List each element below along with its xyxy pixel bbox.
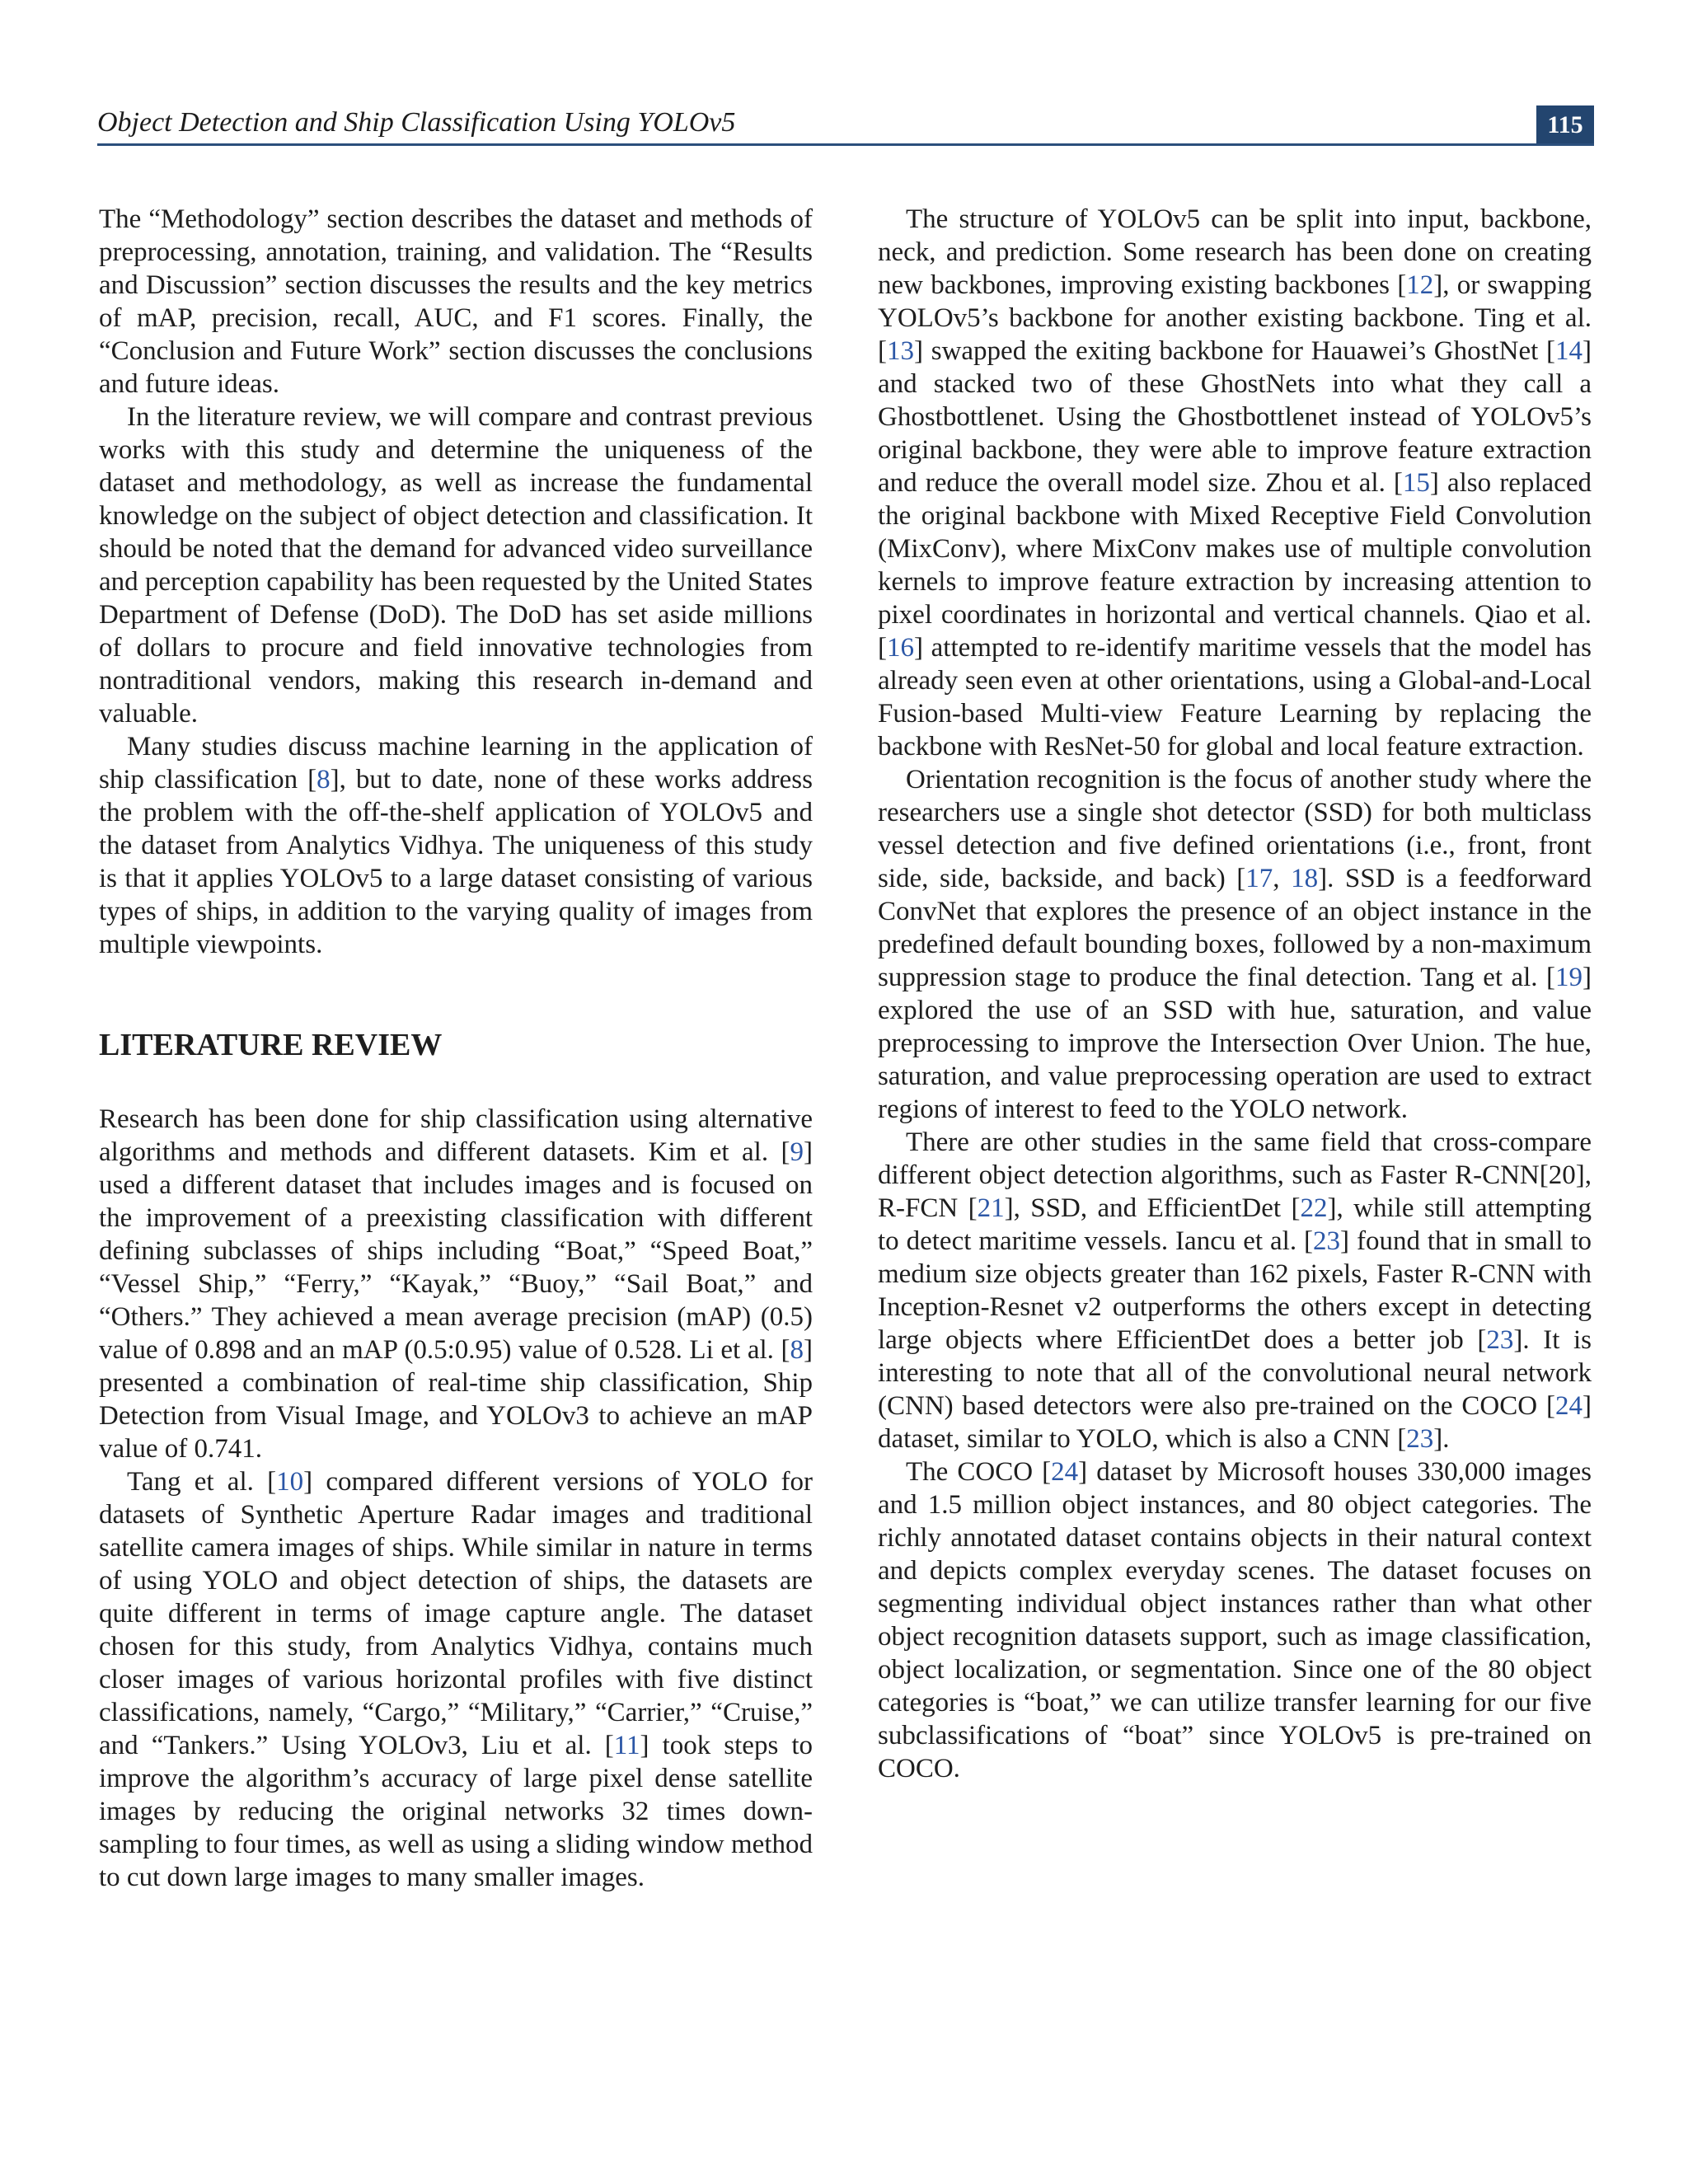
text-run: ,: [1273, 864, 1292, 893]
paragraph-detector-comparison: [878, 1126, 1592, 1455]
citation-link[interactable]: 11: [613, 1731, 640, 1760]
citation-link[interactable]: 18: [1291, 864, 1319, 893]
citation-link[interactable]: 9: [790, 1137, 804, 1167]
paragraph-yolo-comparison: [99, 1465, 813, 1894]
citation-link[interactable]: 24: [1555, 1391, 1582, 1421]
text-run: ] compared different versions of YOLO for datasets of Synthetic Aperture Radar images and traditional satellite camera images of ships. While similar in nature in terms of using YOLO and object detection of ships, the datasets are quite different in terms of image capture angle. The dataset chosen for this study, from Analytics Vidhya, contains much closer images of various horizontal profiles with five distinct classifications, namely, “Cargo,” “Military,” “Carrier,” “Cruise,” and “Tankers.” Using YOLOv3, Liu et al. [: [99, 1467, 813, 1760]
right-column: [878, 203, 1592, 1785]
citation-link[interactable]: 8: [790, 1335, 804, 1365]
citation-link[interactable]: 17: [1245, 864, 1273, 893]
citation-link[interactable]: 22: [1300, 1193, 1328, 1223]
paragraph-study-uniqueness: [99, 730, 813, 961]
text-run: ]. SSD is a feedforward ConvNet that explores the presence of an object instance in the predefined default bounding boxes, followed by a non-maximum suppression stage to produce the final detection. Tang et al. [: [878, 864, 1592, 992]
citation-link[interactable]: 15: [1402, 468, 1430, 498]
text-run: Research has been done for ship classification using alternative algorithms and methods and different datasets. Kim et al. [: [99, 1104, 813, 1167]
text-run: Many studies discuss machine learning in the application of ship classification [: [99, 732, 813, 794]
running-header: [97, 102, 1594, 146]
paragraph-literature-review-intro: In the literature review, we will compare and contrast previous works with this study and determine the uniqueness of the dataset and methodology, as well as increase the fundamental knowledge on the subject of object detection and classification. It should be noted that the demand for advanced video surveillance and perception capability has been requested by the United States Department of Defense (DoD). The DoD has set aside millions of dollars to procure and field innovative technologies from nontraditional vendors, making this research in-demand and valuable.: [99, 402, 813, 729]
citation-link[interactable]: 23: [1486, 1325, 1514, 1355]
citation-link[interactable]: 16: [887, 633, 914, 663]
paragraph-orientation-recognition: [878, 763, 1592, 1126]
citation-link[interactable]: 12: [1406, 270, 1434, 300]
citation-link[interactable]: 21: [977, 1193, 1005, 1223]
section-heading-literature-review: LITERATURE REVIEW: [99, 1028, 443, 1062]
paragraph-ship-classification-research: [99, 1103, 813, 1465]
text-run: ] found that in small to medium size objects greater than 162 pixels, Faster R-CNN with Inception-Resnet v2 outperforms the others except in detecting large objects where EfficientDet does a better job [: [878, 1226, 1592, 1355]
paragraph-coco-dataset: [878, 1455, 1592, 1785]
text-run: Orientation recognition is the focus of another study where the researchers use a single shot detector (SSD) for both multiclass vessel detection and five defined orientations (i.e., front, front side, side, backside, and back) [: [878, 765, 1592, 893]
text-run: ]. It is interesting to note that all of the convolutional neural network (CNN) based detectors were also pre-trained on the COCO [: [878, 1325, 1592, 1421]
text-run: ], but to date, none of these works address the problem with the off-the-shelf application of YOLOv5 and the dataset from Analytics Vidhya. The uniqueness of this study is that it applies YOLOv5 to a large dataset consisting of various types of ships, in addition to the varying quality of images from multiple viewpoints.: [99, 765, 813, 959]
citation-link[interactable]: 13: [887, 336, 914, 366]
paragraph-yolov5-structure: [878, 203, 1592, 763]
text-run: ] also replaced the original backbone with Mixed Receptive Field Convolution (MixConv), where MixConv makes use of multiple convolution kernels to improve feature extraction by increasing attention to pixel coordinates in horizontal and vertical channels. Qiao et al. [: [878, 468, 1592, 663]
text-run: ], while still attempting to detect maritime vessels. Iancu et al. [: [878, 1193, 1592, 1256]
citation-link[interactable]: 24: [1051, 1457, 1079, 1487]
running-title: Object Detection and Ship Classification Using YOLOv5: [97, 107, 736, 138]
text-run: ] swapped the exiting backbone for Hauawei’s GhostNet [: [914, 336, 1555, 366]
text-run: ] took steps to improve the algorithm’s accuracy of large pixel dense satellite images by reducing the original networks 32 times down-sampling to four times, as well as using a sliding window method to cut down large images to many smaller images.: [99, 1731, 814, 1892]
citation-link[interactable]: 23: [1406, 1424, 1434, 1454]
text-run: ].: [1433, 1424, 1450, 1454]
page-number-badge: 115: [1536, 105, 1594, 143]
text-run: There are other studies in the same field that cross-compare different object detection algorithms, such as Faster R-CNN[20], R-FCN [: [878, 1127, 1592, 1223]
text-run: ], or swapping YOLOv5’s backbone for another existing backbone. Ting et al. [: [878, 270, 1592, 366]
text-run: The structure of YOLOv5 can be split into input, backbone, neck, and prediction. Some research has been done on creating new backbones, improving existing backbones [: [878, 204, 1592, 300]
text-run: ] and stacked two of these GhostNets into what they call a Ghostbottlenet. Using the Ghostbottlenet instead of YOLOv5’s original backbone, they were able to improve feature extraction and reduce the overall model size. Zhou et al. [: [878, 336, 1592, 498]
text-run: ] dataset by Microsoft houses 330,000 images and 1.5 million object instances, and 80 object categories. The richly annotated dataset contains objects in their natural context and depicts complex everyday scenes. The dataset focuses on segmenting individual object instances rather than what other object recognition datasets support, such as image classification, object localization, or segmentation. Since one of the 80 object categories is “boat,” we can utilize transfer learning for our five subclassifications of “boat” since YOLOv5 is pre-trained on COCO.: [878, 1457, 1592, 1783]
citation-link[interactable]: 14: [1555, 336, 1582, 366]
text-run: Tang et al. [: [127, 1467, 277, 1497]
text-run: ], SSD, and EfficientDet [: [1004, 1193, 1301, 1223]
left-column: [99, 203, 813, 1894]
citation-link[interactable]: 19: [1555, 963, 1582, 992]
text-run: ] presented a combination of real-time ship classification, Ship Detection from Visual Image, and YOLOv3 to achieve an mAP value of 0.741.: [99, 1335, 813, 1464]
text-run: ] attempted to re-identify maritime vessels that the model has already seen even at other orientations, using a Global-and-Local Fusion-based Multi-view Feature Learning by replacing the backbone with ResNet-50 for global and local feature extraction.: [878, 633, 1592, 762]
text-run: ] used a different dataset that includes images and is focused on the improvement of a preexisting classification with different defining subclasses of ships including “Boat,” “Speed Boat,” “Vessel Ship,” “Ferry,” “Kayak,” “Buoy,” “Sail Boat,” and “Others.” They achieved a mean average precision (mAP) (0.5) value of 0.898 and an mAP (0.5:0.95) value of 0.528. Li et al. [: [99, 1137, 813, 1365]
citation-link[interactable]: 8: [316, 765, 331, 794]
citation-link[interactable]: 23: [1313, 1226, 1341, 1256]
text-run: The COCO [: [906, 1457, 1052, 1487]
text-run: ] explored the use of an SSD with hue, saturation, and value preprocessing to improve the Intersection Over Union. The hue, saturation, and value preprocessing operation are used to extract regions of interest to feed to the YOLO network.: [878, 963, 1592, 1124]
citation-link[interactable]: 10: [276, 1467, 304, 1497]
paragraph-sections-overview: The “Methodology” section describes the dataset and methods of preprocessing, annotation, training, and validation. The “Results and Discussion” section discusses the results and the key metrics of mAP, precision, recall, AUC, and F1 scores. Finally, the “Conclusion and Future Work” section discusses the conclusions and future ideas.: [99, 204, 813, 399]
text-run: ] dataset, similar to YOLO, which is also a CNN [: [878, 1391, 1592, 1454]
